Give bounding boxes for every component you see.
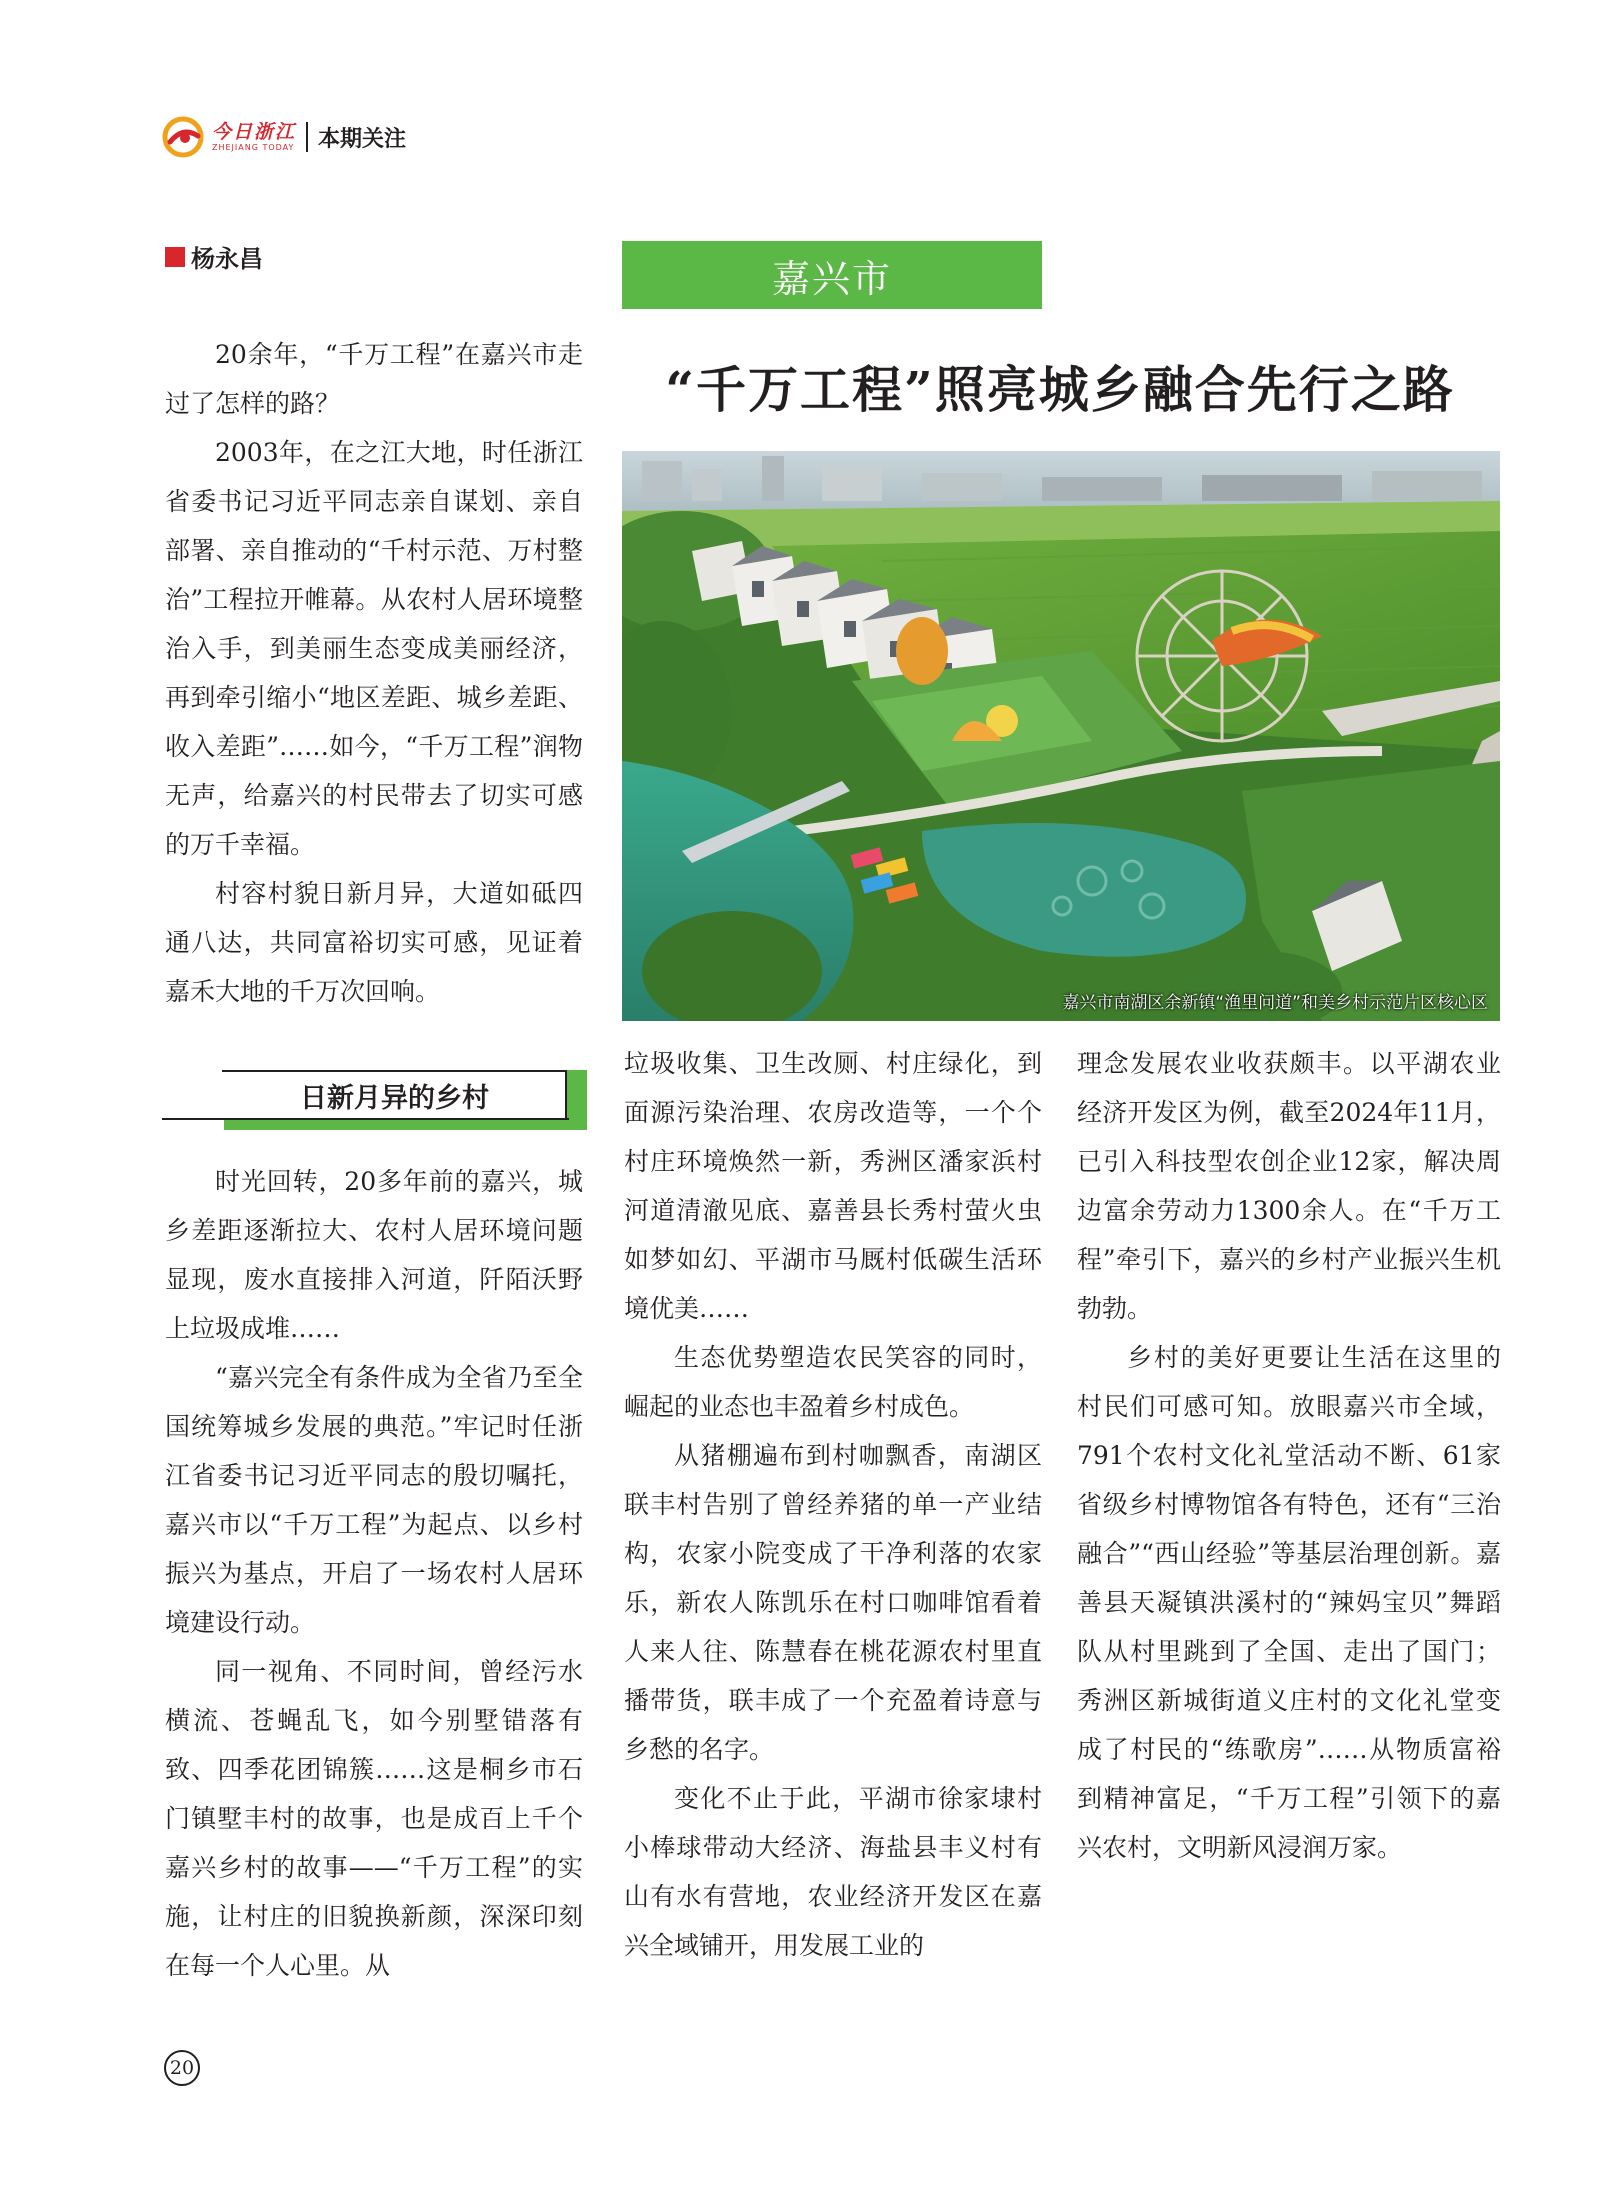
paragraph: 村容村貌日新月异，大道如砥四通八达，共同富裕切实可感，见证着嘉禾大地的千万次回响。 <box>165 879 583 1006</box>
author-name: 杨永昌 <box>191 245 263 273</box>
subheading-text: 日新月异的乡村 <box>300 1083 489 1114</box>
paragraph: 同一视角、不同时间，曾经污水横流、苍蝇乱飞，如今别墅错落有致、四季花团锦簇……这是桐乡市石门镇墅丰村的故事，也是成百上千个嘉兴乡村的故事——“千万工程”的实施，让村庄的旧貌换新颜，深深印刻在每一个人心里。从 <box>165 1657 583 1980</box>
paragraph-continued: 垃圾收集、卫生改厕、村庄绿化，到面源污染治理、农房改造等，一个个村庄环境焕然一新，秀洲区潘家浜村河道清澈见底、嘉善县长秀村萤火虫如梦如幻、平湖市马厩村低碳生活环境优美…… <box>624 1049 1042 1323</box>
intro-column <box>165 330 583 1016</box>
photo-illustration <box>622 451 1500 1021</box>
article-title: “千万工程”照亮城乡融合先行之路 <box>665 360 1455 419</box>
left-column <box>165 1157 583 1990</box>
header-divider <box>306 122 308 152</box>
author-byline <box>165 239 263 274</box>
paragraph: 2003年，在之江大地，时任浙江省委书记习近平同志亲自谋划、亲自部署、亲自推动的“千村示范、万村整治”工程拉开帷幕。从农村人居环境整治入手，到美丽生态变成美丽经济，再到牵引缩小“地区差距、城乡差距、收入差距”……如今，“千万工程”润物无声，给嘉兴的村民带去了切实可感的万千幸福。 <box>165 438 583 859</box>
middle-column <box>624 1039 1042 1970</box>
region-tag <box>622 241 1042 309</box>
logo-cn: 今日浙江 <box>212 120 297 143</box>
byline-marker <box>165 247 185 267</box>
paragraph: 生态优势塑造农民笑容的同时，崛起的业态也丰盈着乡村成色。 <box>624 1343 1042 1421</box>
logo-wordmark <box>212 122 296 153</box>
section-subheading <box>162 1062 587 1137</box>
logo-en: ZHEJIANG TODAY <box>212 142 295 152</box>
paragraph: 20余年，“千万工程”在嘉兴市走过了怎样的路？ <box>165 340 583 418</box>
photo-caption: 嘉兴市南湖区余新镇“渔里问道”和美乡村示范片区核心区 <box>1062 993 1488 1013</box>
right-column <box>1077 1039 1501 1872</box>
aerial-village-photo <box>622 451 1500 1021</box>
region-tag-label: 嘉兴市 <box>771 256 892 301</box>
paragraph: 乡村的美好更要让生活在这里的村民们可感可知。放眼嘉兴市全域，791个农村文化礼堂活动不断、61家省级乡村博物馆各有特色，还有“三治融合”“西山经验”等基层治理创新。嘉善县天凝镇洪溪村的“辣妈宝贝”舞蹈队从村里跳到了全国、走出了国门；秀洲区新城街道义庄村的文化礼堂变成了村民的“练歌房”……从物质富裕到精神富足，“千万工程”引领下的嘉兴农村，文明新风浸润万家。 <box>1077 1343 1501 1862</box>
paragraph: 变化不止于此，平湖市徐家埭村小棒球带动大经济、海盐县丰义村有山有水有营地，农业经济开发区在嘉兴全域铺开，用发展工业的 <box>624 1784 1042 1960</box>
paragraph-continued: 理念发展农业收获颇丰。以平湖农业经济开发区为例，截至2024年11月，已引入科技型农创企业12家，解决周边富余劳动力1300余人。在“千万工程”牵引下，嘉兴的乡村产业振兴生机勃勃。 <box>1077 1049 1501 1323</box>
page-number: 20 <box>164 2050 200 2086</box>
paragraph: 从猪棚遍布到村咖飘香，南湖区联丰村告别了曾经养猪的单一产业结构，农家小院变成了干净利落的农家乐，新农人陈凯乐在村口咖啡馆看着人来人往、陈慧春在桃花源农村里直播带货，联丰成了一个充盈着诗意与乡愁的名字。 <box>624 1441 1042 1764</box>
zhejiang-today-logo-icon <box>162 116 204 158</box>
paragraph: 时光回转，20多年前的嘉兴，城乡差距逐渐拉大、农村人居环境问题显现，废水直接排入河道，阡陌沃野上垃圾成堆…… <box>165 1167 583 1343</box>
paragraph: “嘉兴完全有条件成为全省乃至全国统筹城乡发展的典范。”牢记时任浙江省委书记习近平同志的殷切嘱托，嘉兴市以“千万工程”为起点、以乡村振兴为基点，开启了一场农村人居环境建设行动。 <box>165 1363 583 1637</box>
section-label: 本期关注 <box>318 126 407 152</box>
subheading-underline <box>162 1118 569 1120</box>
page-header <box>162 112 406 162</box>
